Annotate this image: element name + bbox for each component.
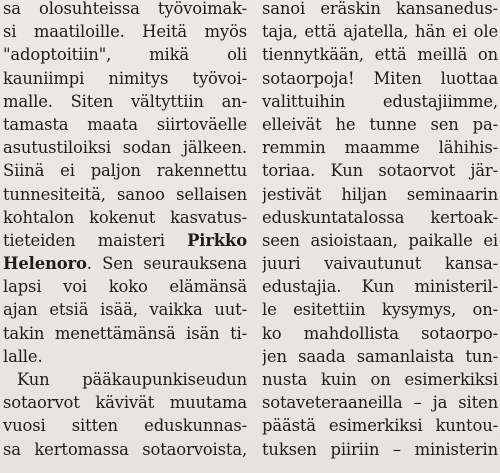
left-column: [3, 0, 247, 461]
text-line: ko mahdollista sotaorpo-: [262, 323, 498, 343]
text-line: sa olosuhteissa työvoimak-: [3, 0, 247, 18]
text-line: malle. Siten vältyttiin an-: [3, 91, 247, 111]
text-line: ajan etsiä isää, vaikka uut-: [3, 300, 247, 320]
text-line: kohtalon kokenut kasvatus-: [3, 207, 247, 227]
paragraph-start-line: Kun pääkaupunkiseudun: [17, 370, 247, 389]
text-line: takin menettämänsä isän ti-: [3, 323, 247, 343]
text-line: seen asioistaan, paikalle ei: [262, 230, 498, 250]
text-line: sotaorpoja! Miten luottaa: [262, 68, 498, 88]
text-line: päästä esimerkiksi kuntou-: [262, 416, 498, 436]
text-line: taja, että ajatella, hän ei ole: [262, 22, 498, 42]
text-line: toriaa. Kun sotaorvot jär-: [262, 161, 498, 181]
text-line: jen saada samanlaista tun-: [262, 346, 498, 366]
text-line: valittuihin edustajiimme,: [262, 91, 498, 111]
text-run: . Sen seurauksena: [86, 254, 247, 274]
text-line: lalle.: [3, 346, 43, 366]
text-line: jestivät hiljan seminaarin: [262, 184, 498, 204]
text-line: "adoptoitiin", mikä oli: [3, 45, 247, 65]
text-line: eduskuntatalossa kertoak-: [262, 207, 498, 227]
text-line: juuri vaivautunut kansa-: [262, 254, 498, 274]
text-line: tamasta maata siirtoväelle: [3, 114, 247, 134]
right-column: [262, 0, 498, 461]
text-line: nusta kuin on esimerkiksi: [262, 370, 498, 389]
text-line: tuksen piiriin – ministerin: [262, 439, 498, 459]
text-line: sotaveteraaneilla – ja siten: [262, 393, 498, 413]
text-line: si maatiloille. Heitä myös: [3, 22, 247, 42]
text-line: lapsi voi koko elämänsä: [3, 277, 247, 297]
text-line: Siinä ei paljon rakennettu: [3, 161, 247, 181]
text-line: vuosi sitten eduskunnas-: [3, 416, 247, 436]
text-line: elleivät he tunne sen pa-: [262, 114, 498, 134]
text-line: sotaorvot kävivät muutama: [3, 393, 247, 413]
text-line: sanoi eräskin kansanedus-: [262, 0, 498, 18]
text-line: asutustiloiksi sodan jälkeen.: [3, 138, 247, 158]
text-line: tiennytkään, että meillä on: [262, 45, 498, 65]
text-line: sa kertomassa sotaorvoista,: [3, 439, 247, 459]
text-line-with-bold: [3, 252, 247, 275]
author-surname-bold: Helenoro: [3, 254, 87, 274]
text-line: tunnesiteitä, sanoo sellaisen: [3, 184, 247, 204]
text-line: edustajia. Kun ministeril-: [262, 277, 498, 297]
text-line: remmin maamme lähihis-: [262, 138, 498, 158]
text-run: tieteiden maisteri: [3, 230, 188, 250]
text-line: le esitettiin kysymys, on-: [262, 300, 498, 320]
text-line-with-bold: [3, 229, 247, 252]
author-name-bold: Pirkko: [187, 230, 247, 250]
text-line: kauniimpi nimitys työvoi-: [3, 68, 247, 88]
